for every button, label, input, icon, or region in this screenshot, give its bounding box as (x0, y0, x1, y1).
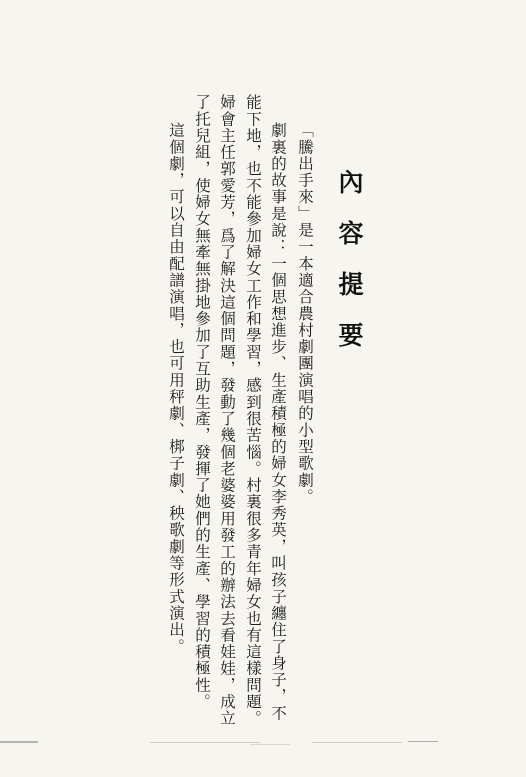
title-char: 內 (338, 168, 364, 197)
body-column-story-3: 婦會主任郭愛芳，爲了解決這個問題，發動了幾個老婆婆用發工的辦法去看娃娃，成立 (218, 94, 236, 727)
scan-artifact (312, 742, 402, 743)
body-column-performance: 這個劇，可以自由配譜演唱，也可用秤劇、梆子劇、秧歌劇等形式演出。 (167, 122, 185, 655)
scan-artifact (408, 741, 438, 742)
body-column-story-1: 劇裏的故事是說：一個思想進步、生產積極的婦女李秀英，叫孩子纏住了身子，不 (269, 122, 287, 722)
scan-artifact (250, 744, 290, 745)
title-char: 容 (338, 219, 364, 248)
scan-artifact (150, 742, 260, 743)
scan-artifact (0, 741, 38, 743)
body-column-story-2: 能下地，也不能參加婦女工作和學習，感到很苦惱。村裏很多青年婦女也有這樣問題。 (244, 94, 262, 727)
page-title (333, 170, 369, 374)
title-char: 提 (338, 270, 364, 299)
body-column-intro: 「騰出手來」是一本適合農村劇團演唱的小型歌劇。 (296, 122, 314, 505)
body-column-story-4: 了托兒組，使婦女無牽無掛地參加了互助生產，發揮了她們的生產、學習的積極性。 (193, 94, 211, 711)
title-char: 要 (338, 321, 364, 350)
